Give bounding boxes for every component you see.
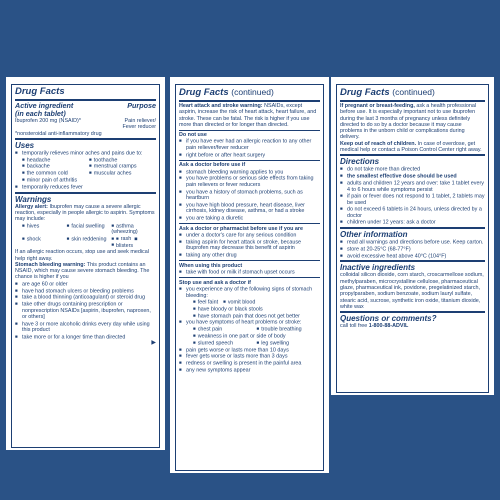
stomach-bleeding-signs: [179, 299, 320, 319]
list-item: ■ any new symptoms appear: [179, 367, 320, 374]
questions-line: [340, 323, 485, 329]
list-item: ■ take a blood thinning (anticoagulant) or steroid drug: [15, 294, 156, 301]
pregnancy-text: ask a health professional before use. It is especially important not to use ibuprofen during the last 3 months of pregnancy unless definitely directed to do so by a doctor because it may cause problems in the unborn child or complications during delivery.: [340, 103, 477, 141]
active-ingredient-heading: Active ingredient: [15, 101, 74, 110]
list-item: ■ leg swelling: [257, 340, 321, 347]
uses-list: [15, 157, 156, 184]
list-item: ■ minor pain of arthritis: [22, 177, 156, 184]
allergy-symptoms: [15, 223, 156, 250]
list-item: ■ do not take more than directed: [340, 166, 485, 173]
list-item: ■ redness or swelling is present in the painful area: [179, 360, 320, 367]
list-item: ■ right before or after heart surgery: [179, 152, 320, 159]
heart-text: NSAIDs, except aspirin, increase the risk of heart attack, heart failure, and stroke. These can be fatal. The risk is higher if you use more than directed or for longer than directed.: [179, 103, 317, 128]
list-item: ■ weakness in one part or side of body: [193, 333, 320, 340]
panel-title: Drug Facts (continued): [340, 87, 435, 98]
list-item: ■ skin reddening: [67, 236, 112, 250]
list-item: ■ toothache: [89, 157, 156, 164]
stomach-warning: [15, 262, 156, 281]
list-item: ■ chest pain: [193, 326, 257, 333]
list-item: ■ have stomach pain that does not get better: [193, 313, 300, 320]
panel-title: Drug Facts: [15, 86, 65, 97]
list-item: ■ you are taking a diuretic: [179, 215, 320, 222]
divider: [340, 154, 485, 156]
active-ingredient-subheading: (in each tablet): [15, 109, 66, 118]
list-item: ■ asthma (wheezing): [111, 223, 156, 236]
divider: [340, 227, 485, 229]
phone-number: 1-800-88-ADVIL: [368, 323, 409, 330]
list-item: ■ backache: [22, 163, 89, 170]
list-item: ■ taking any other drug: [179, 252, 320, 259]
keep-text: In case of overdose, get medical help or contact a Poison Control Center right away.: [340, 140, 482, 154]
list-item: ■ have bloody or black stools: [193, 306, 263, 313]
do-not-use-heading: Do not use: [179, 132, 207, 139]
ask-pharmacist-heading: Ask a doctor or pharmacist before use if you are: [179, 225, 304, 232]
list-item: ■ take other drugs containing prescription or nonprescription NSAIDs [aspirin, ibuprofen, naproxen, or others]: [15, 301, 156, 320]
list-item: ■ you have problems or serious side effects from taking pain relievers or fever reducers: [179, 175, 320, 188]
heart-warning: [179, 103, 320, 128]
stop-heart-intro: ■ you have symptoms of heart problems or stroke:: [179, 319, 320, 326]
divider: [15, 192, 156, 194]
pregnancy-label: If pregnant or breast-feeding,: [340, 103, 415, 109]
questions-heading: Questions or comments?: [340, 314, 437, 324]
when-using-heading: When using this product: [179, 262, 243, 269]
divider: [340, 100, 485, 102]
drug-facts-panel-2: [170, 77, 329, 473]
list-item: ■ stomach bleeding warning applies to you: [179, 169, 320, 176]
questions-text: call toll free: [340, 323, 369, 330]
list-item: ■ facial swelling: [67, 223, 112, 236]
drug-facts-box-1: [11, 84, 160, 448]
list-item: ■ you have a history of stomach problems, such as heartburn: [179, 189, 320, 202]
active-ingredient-header: [15, 102, 156, 118]
list-item: ■ taking aspirin for heart attack or stroke, because ibuprofen may decrease this benefit of aspirin: [179, 239, 320, 252]
divider: [15, 138, 156, 140]
stomach-label: Stomach bleeding warning:: [15, 261, 86, 268]
divider: [179, 277, 320, 278]
list-item: ■ feel faint: [193, 299, 218, 306]
divider: [179, 260, 320, 261]
list-item: ■ avoid excessive heat above 40°C (104°F): [340, 253, 485, 260]
drug-facts-panel-1: [6, 77, 165, 450]
inactive-ingredients-text: colloidal silicon dioxide, corn starch, croscarmellose sodium, methylparaben, microcrystalline cellulose, pharmaceutical glaze, pharmaceutical ink, povidone, pregelatinized starch, propylparaben, sodium benzoate, sodium lauryl sulfate, stearic acid, sucrose, synthetic iron oxide, titanium dioxide, white wax: [340, 272, 484, 310]
allergy-label: Allergy alert:: [15, 203, 48, 210]
allergy-text: Ibuprofen may cause a severe allergic reaction, especially in people allergic to aspirin. Symptoms may include:: [15, 203, 155, 223]
pregnancy-warning: [340, 103, 485, 141]
list-item: ■ muscular aches: [89, 170, 156, 177]
list-item: ■ adults and children 12 years and over: take 1 tablet every 4 to 6 hours while symptoms persist: [340, 180, 485, 193]
allergy-alert: [15, 204, 156, 223]
uses-last: ■ temporarily reduces fever: [15, 184, 156, 191]
list-item: ■ take with food or milk if stomach upset occurs: [179, 269, 320, 276]
list-item: ■ pain gets worse or lasts more than 10 days: [179, 347, 320, 354]
list-item: ■ take more or for a longer time than directed: [15, 334, 156, 341]
drug-facts-panel-3: [331, 77, 494, 395]
list-item: ■ under a doctor's care for any serious condition: [179, 232, 320, 239]
divider: [340, 260, 485, 262]
purpose-heading: Purpose: [127, 101, 156, 110]
list-item: ■ store at 20-25°C (68-77°F): [340, 246, 485, 253]
uses-heading: Uses: [15, 140, 35, 150]
purpose-line-2: Fever reducer: [122, 124, 156, 131]
list-item: ■ hives: [22, 223, 67, 236]
list-item: ■ fever gets worse or lasts more than 3 days: [179, 353, 320, 360]
stop-use-heading: Stop use and ask a doctor if: [179, 279, 251, 286]
stop-intro: ■ you experience any of the following signs of stomach bleeding:: [179, 286, 320, 299]
divider: [179, 223, 320, 224]
list-item: ■ vomit blood: [223, 299, 255, 306]
keep-label: Keep out of reach of children.: [340, 140, 417, 147]
list-item: ■ have had stomach ulcers or bleeding problems: [15, 288, 156, 295]
divider: [340, 311, 485, 313]
divider: [179, 160, 320, 161]
list-item: ■ are age 60 or older: [15, 281, 156, 288]
continue-arrow-icon: [15, 340, 156, 346]
ask-doctor-heading: Ask a doctor before use if: [179, 162, 246, 169]
purpose-line-1: Pain reliever/: [124, 118, 156, 124]
list-item: ■ ■ rash ■ ■ blisters: [111, 236, 156, 250]
list-item: ■ trouble breathing: [257, 326, 321, 333]
list-item: ■ children under 12 years: ask a doctor: [340, 219, 485, 226]
other-information-heading: Other information: [340, 230, 408, 240]
list-item: ■ shock: [22, 236, 67, 250]
list-item: ■ you have high blood pressure, heart disease, liver cirrhosis, kidney disease, asthma, or had a stroke: [179, 202, 320, 215]
drug-facts-box-3: [336, 84, 489, 393]
keep-out-of-reach: [340, 141, 485, 154]
list-item: ■ have 3 or more alcoholic drinks every day while using this product: [15, 321, 156, 334]
list-item: ■ the common cold: [22, 170, 89, 177]
panel-title: Drug Facts (continued): [179, 87, 274, 98]
divider: [179, 130, 320, 131]
heart-symptoms: [179, 326, 320, 346]
allergy-after: If an allergic reaction occurs, stop use and seek medical help right away.: [15, 249, 149, 262]
list-item: ■ the smallest effective dose should be used: [340, 173, 485, 180]
list-item: ■ menstrual cramps: [89, 163, 156, 170]
uses-intro: ■ temporarily relieves minor aches and pains due to:: [15, 150, 156, 157]
drug-facts-box-2: [175, 84, 324, 471]
warnings-heading: Warnings: [15, 194, 52, 204]
active-ingredient-note: *nonsteroidal anti-inflammatory drug: [15, 130, 102, 137]
directions-heading: Directions: [340, 157, 380, 167]
active-ingredient-line: Ibuprofen 200 mg (NSAID)*: [15, 118, 81, 124]
list-item: ■ if you have ever had an allergic reaction to any other pain reliever/fever reducer: [179, 138, 320, 151]
list-item: ■ read all warnings and directions before use. Keep carton.: [340, 239, 485, 246]
list-item: ■ headache: [22, 157, 89, 164]
inactive-ingredients-heading: Inactive ingredients: [340, 263, 416, 273]
heart-label: Heart attack and stroke warning:: [179, 103, 263, 109]
divider: [179, 100, 320, 102]
list-item: ■ do not exceed 6 tablets in 24 hours, unless directed by a doctor: [340, 206, 485, 219]
stomach-text: This product contains an NSAID, which may cause severe stomach bleeding. The chance is higher if you: [15, 261, 150, 281]
list-item: ■ if pain or fever does not respond to 1 tablet, 2 tablets may be used: [340, 193, 485, 206]
list-item: ■ slurred speech: [193, 340, 257, 347]
